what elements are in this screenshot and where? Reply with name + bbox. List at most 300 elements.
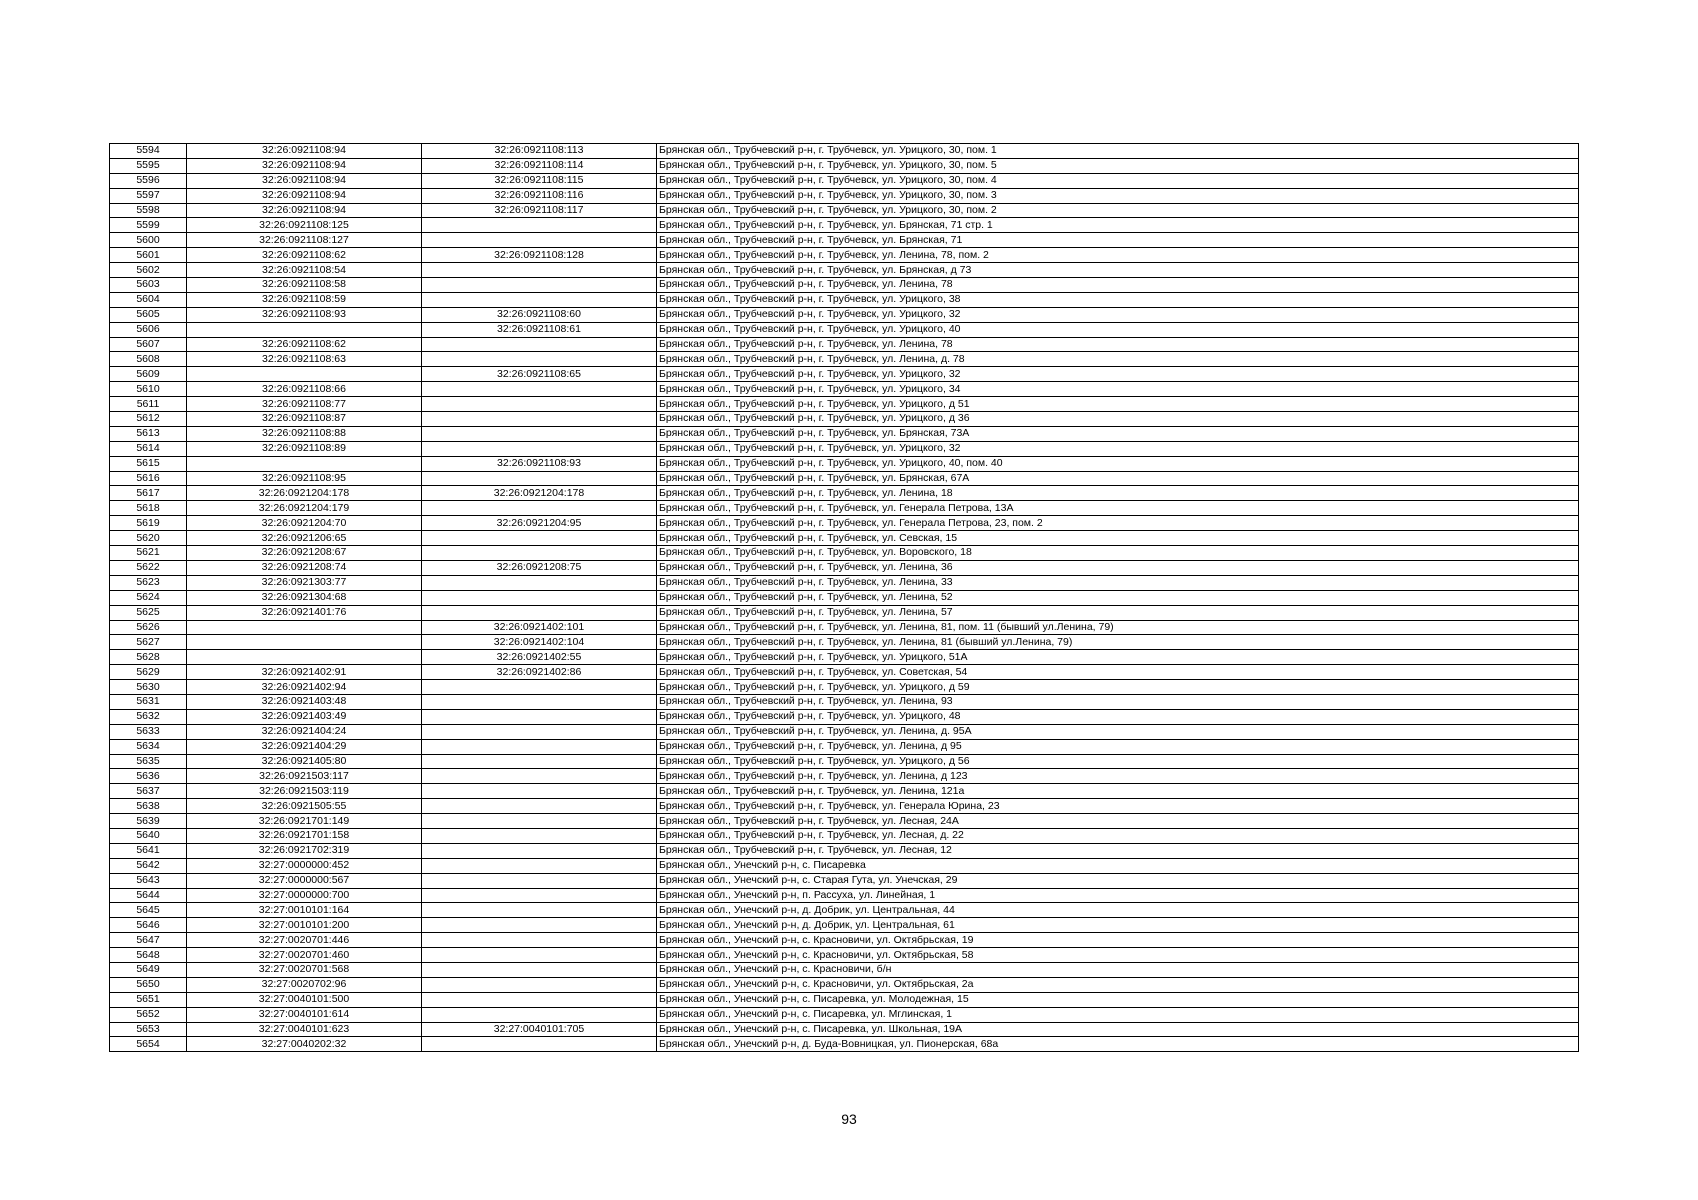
related-cadastral-number-cell: 32:26:0921204:178 <box>422 486 657 501</box>
address-cell: Брянская обл., Трубчевский р-н, г. Трубчевск, ул. Ленина, д 95 <box>657 739 1579 754</box>
row-number-cell: 5619 <box>110 516 187 531</box>
row-number-cell: 5653 <box>110 1022 187 1037</box>
related-cadastral-number-cell <box>422 292 657 307</box>
row-number-cell: 5631 <box>110 694 187 709</box>
address-cell: Брянская обл., Трубчевский р-н, г. Трубчевск, ул. Урицкого, 30, пом. 3 <box>657 188 1579 203</box>
address-cell: Брянская обл., Трубчевский р-н, г. Трубчевск, ул. Урицкого, 32 <box>657 367 1579 382</box>
cadastral-number-cell: 32:26:0921403:48 <box>187 694 422 709</box>
row-number-cell: 5612 <box>110 412 187 427</box>
related-cadastral-number-cell <box>422 412 657 427</box>
cadastral-number-cell: 32:26:0921303:77 <box>187 575 422 590</box>
table-row <box>110 546 1579 561</box>
table-row <box>110 322 1579 337</box>
cadastral-number-cell: 32:26:0921108:54 <box>187 263 422 278</box>
related-cadastral-number-cell <box>422 739 657 754</box>
address-cell: Брянская обл., Трубчевский р-н, г. Трубчевск, ул. Ленина, 121а <box>657 784 1579 799</box>
cadastral-number-cell: 32:26:0921108:125 <box>187 218 422 233</box>
cadastral-number-cell: 32:26:0921108:93 <box>187 307 422 322</box>
address-cell: Брянская обл., Трубчевский р-н, г. Трубчевск, ул. Урицкого, 38 <box>657 292 1579 307</box>
related-cadastral-number-cell: 32:27:0040101:705 <box>422 1022 657 1037</box>
row-number-cell: 5640 <box>110 828 187 843</box>
address-cell: Брянская обл., Унечский р-н, д. Добрик, ул. Центральная, 44 <box>657 903 1579 918</box>
row-number-cell: 5630 <box>110 680 187 695</box>
address-cell: Брянская обл., Трубчевский р-н, г. Трубчевск, ул. Ленина, 33 <box>657 575 1579 590</box>
cadastral-number-cell: 32:26:0921503:117 <box>187 769 422 784</box>
row-number-cell: 5621 <box>110 546 187 561</box>
row-number-cell: 5645 <box>110 903 187 918</box>
row-number-cell: 5654 <box>110 1037 187 1052</box>
address-cell: Брянская обл., Унечский р-н, с. Писаревка, ул. Молодежная, 15 <box>657 992 1579 1007</box>
cadastral-number-cell: 32:26:0921108:58 <box>187 278 422 293</box>
address-cell: Брянская обл., Трубчевский р-н, г. Трубчевск, ул. Лесная, д. 22 <box>657 828 1579 843</box>
table-row <box>110 918 1579 933</box>
table-row <box>110 680 1579 695</box>
table-row <box>110 501 1579 516</box>
address-cell: Брянская обл., Трубчевский р-н, г. Трубчевск, ул. Генерала Юрина, 23 <box>657 799 1579 814</box>
related-cadastral-number-cell <box>422 769 657 784</box>
table-row <box>110 441 1579 456</box>
address-cell: Брянская обл., Трубчевский р-н, г. Трубчевск, ул. Брянская, 71 <box>657 233 1579 248</box>
row-number-cell: 5623 <box>110 575 187 590</box>
row-number-cell: 5603 <box>110 278 187 293</box>
related-cadastral-number-cell: 32:26:0921108:93 <box>422 456 657 471</box>
cadastral-number-cell: 32:26:0921702:319 <box>187 843 422 858</box>
row-number-cell: 5600 <box>110 233 187 248</box>
table-row <box>110 560 1579 575</box>
row-number-cell: 5617 <box>110 486 187 501</box>
row-number-cell: 5604 <box>110 292 187 307</box>
cadastral-number-cell: 32:26:0921108:94 <box>187 158 422 173</box>
registry-table <box>109 143 1579 1052</box>
address-cell: Брянская обл., Унечский р-н, с. Писаревка <box>657 858 1579 873</box>
cadastral-number-cell <box>187 456 422 471</box>
table-row <box>110 367 1579 382</box>
cadastral-number-cell: 32:26:0921108:89 <box>187 441 422 456</box>
row-number-cell: 5598 <box>110 203 187 218</box>
table-row <box>110 814 1579 829</box>
row-number-cell: 5625 <box>110 605 187 620</box>
related-cadastral-number-cell <box>422 709 657 724</box>
related-cadastral-number-cell: 32:26:0921208:75 <box>422 560 657 575</box>
table-row <box>110 173 1579 188</box>
related-cadastral-number-cell <box>422 1037 657 1052</box>
row-number-cell: 5636 <box>110 769 187 784</box>
table-row <box>110 516 1579 531</box>
row-number-cell: 5608 <box>110 352 187 367</box>
cadastral-number-cell <box>187 367 422 382</box>
address-cell: Брянская обл., Трубчевский р-н, г. Трубчевск, ул. Советская, 54 <box>657 665 1579 680</box>
table-row <box>110 278 1579 293</box>
cadastral-number-cell: 32:27:0040101:623 <box>187 1022 422 1037</box>
related-cadastral-number-cell <box>422 799 657 814</box>
row-number-cell: 5605 <box>110 307 187 322</box>
address-cell: Брянская обл., Трубчевский р-н, г. Трубчевск, ул. Брянская, 71 стр. 1 <box>657 218 1579 233</box>
related-cadastral-number-cell <box>422 962 657 977</box>
table-row <box>110 248 1579 263</box>
address-cell: Брянская обл., Трубчевский р-н, г. Трубчевск, ул. Севская, 15 <box>657 531 1579 546</box>
table-row <box>110 903 1579 918</box>
table-row <box>110 144 1579 159</box>
cadastral-number-cell <box>187 635 422 650</box>
row-number-cell: 5613 <box>110 426 187 441</box>
cadastral-number-cell: 32:27:0020701:568 <box>187 962 422 977</box>
address-cell: Брянская обл., Трубчевский р-н, г. Трубчевск, ул. Урицкого, 34 <box>657 382 1579 397</box>
address-cell: Брянская обл., Трубчевский р-н, г. Трубчевск, ул. Урицкого, 30, пом. 1 <box>657 144 1579 159</box>
row-number-cell: 5629 <box>110 665 187 680</box>
table-body <box>110 144 1579 1052</box>
row-number-cell: 5597 <box>110 188 187 203</box>
related-cadastral-number-cell <box>422 590 657 605</box>
address-cell: Брянская обл., Трубчевский р-н, г. Трубчевск, ул. Ленина, 81, пом. 11 (бывший ул.Ленина, 79) <box>657 620 1579 635</box>
address-cell: Брянская обл., Унечский р-н, с. Писаревка, ул. Мглинская, 1 <box>657 1007 1579 1022</box>
cadastral-number-cell: 32:26:0921108:94 <box>187 203 422 218</box>
related-cadastral-number-cell <box>422 888 657 903</box>
row-number-cell: 5638 <box>110 799 187 814</box>
address-cell: Брянская обл., Трубчевский р-н, г. Трубчевск, ул. Генерала Петрова, 13А <box>657 501 1579 516</box>
cadastral-number-cell: 32:26:0921108:95 <box>187 471 422 486</box>
row-number-cell: 5634 <box>110 739 187 754</box>
row-number-cell: 5641 <box>110 843 187 858</box>
table-row <box>110 575 1579 590</box>
table-row <box>110 739 1579 754</box>
cadastral-number-cell <box>187 322 422 337</box>
cadastral-number-cell: 32:27:0040202:32 <box>187 1037 422 1052</box>
related-cadastral-number-cell <box>422 352 657 367</box>
row-number-cell: 5644 <box>110 888 187 903</box>
related-cadastral-number-cell <box>422 278 657 293</box>
cadastral-number-cell: 32:27:0020701:460 <box>187 948 422 963</box>
related-cadastral-number-cell <box>422 337 657 352</box>
related-cadastral-number-cell <box>422 426 657 441</box>
related-cadastral-number-cell <box>422 933 657 948</box>
related-cadastral-number-cell: 32:26:0921108:117 <box>422 203 657 218</box>
table-row <box>110 858 1579 873</box>
address-cell: Брянская обл., Трубчевский р-н, г. Трубчевск, ул. Ленина, 93 <box>657 694 1579 709</box>
row-number-cell: 5615 <box>110 456 187 471</box>
address-cell: Брянская обл., Трубчевский р-н, г. Трубчевск, ул. Ленина, д 123 <box>657 769 1579 784</box>
table-row <box>110 709 1579 724</box>
cadastral-number-cell: 32:26:0921108:63 <box>187 352 422 367</box>
cadastral-number-cell: 32:26:0921108:94 <box>187 188 422 203</box>
table-row <box>110 412 1579 427</box>
table-row <box>110 635 1579 650</box>
related-cadastral-number-cell <box>422 694 657 709</box>
row-number-cell: 5595 <box>110 158 187 173</box>
row-number-cell: 5610 <box>110 382 187 397</box>
related-cadastral-number-cell <box>422 754 657 769</box>
cadastral-number-cell: 32:26:0921401:76 <box>187 605 422 620</box>
related-cadastral-number-cell <box>422 948 657 963</box>
row-number-cell: 5618 <box>110 501 187 516</box>
table-row <box>110 754 1579 769</box>
table-row <box>110 426 1579 441</box>
related-cadastral-number-cell <box>422 858 657 873</box>
cadastral-number-cell: 32:26:0921404:29 <box>187 739 422 754</box>
row-number-cell: 5607 <box>110 337 187 352</box>
related-cadastral-number-cell <box>422 263 657 278</box>
table-row <box>110 292 1579 307</box>
address-cell: Брянская обл., Трубчевский р-н, г. Трубчевск, ул. Ленина, д. 95А <box>657 724 1579 739</box>
table-row <box>110 1007 1579 1022</box>
cadastral-number-cell: 32:26:0921108:94 <box>187 173 422 188</box>
row-number-cell: 5611 <box>110 397 187 412</box>
related-cadastral-number-cell <box>422 680 657 695</box>
table-row <box>110 605 1579 620</box>
table-row <box>110 784 1579 799</box>
cadastral-number-cell: 32:26:0921403:49 <box>187 709 422 724</box>
related-cadastral-number-cell <box>422 501 657 516</box>
cadastral-number-cell: 32:26:0921402:91 <box>187 665 422 680</box>
related-cadastral-number-cell: 32:26:0921402:104 <box>422 635 657 650</box>
cadastral-number-cell: 32:26:0921402:94 <box>187 680 422 695</box>
address-cell: Брянская обл., Трубчевский р-н, г. Трубчевск, ул. Урицкого, 40 <box>657 322 1579 337</box>
table-row <box>110 977 1579 992</box>
related-cadastral-number-cell: 32:26:0921402:101 <box>422 620 657 635</box>
table-row <box>110 486 1579 501</box>
row-number-cell: 5633 <box>110 724 187 739</box>
table-row <box>110 233 1579 248</box>
address-cell: Брянская обл., Унечский р-н, д. Буда-Вовницкая, ул. Пионерская, 68а <box>657 1037 1579 1052</box>
related-cadastral-number-cell <box>422 724 657 739</box>
related-cadastral-number-cell: 32:26:0921108:65 <box>422 367 657 382</box>
related-cadastral-number-cell <box>422 441 657 456</box>
cadastral-number-cell: 32:26:0921405:80 <box>187 754 422 769</box>
related-cadastral-number-cell: 32:26:0921108:116 <box>422 188 657 203</box>
address-cell: Брянская обл., Унечский р-н, с. Красновичи, б/н <box>657 962 1579 977</box>
address-cell: Брянская обл., Унечский р-н, с. Красновичи, ул. Октябрьская, 58 <box>657 948 1579 963</box>
related-cadastral-number-cell <box>422 531 657 546</box>
row-number-cell: 5642 <box>110 858 187 873</box>
cadastral-number-cell <box>187 620 422 635</box>
table-row <box>110 188 1579 203</box>
table-row <box>110 352 1579 367</box>
page-number: 93 <box>841 1111 857 1127</box>
related-cadastral-number-cell <box>422 784 657 799</box>
related-cadastral-number-cell: 32:26:0921108:61 <box>422 322 657 337</box>
address-cell: Брянская обл., Трубчевский р-н, г. Трубчевск, ул. Ленина, 36 <box>657 560 1579 575</box>
row-number-cell: 5632 <box>110 709 187 724</box>
row-number-cell: 5643 <box>110 873 187 888</box>
cadastral-number-cell: 32:27:0000000:452 <box>187 858 422 873</box>
address-cell: Брянская обл., Унечский р-н, п. Рассуха, ул. Линейная, 1 <box>657 888 1579 903</box>
table-row <box>110 769 1579 784</box>
table-row <box>110 471 1579 486</box>
row-number-cell: 5650 <box>110 977 187 992</box>
table-row <box>110 337 1579 352</box>
table-row <box>110 799 1579 814</box>
address-cell: Брянская обл., Трубчевский р-н, г. Трубчевск, ул. Воровского, 18 <box>657 546 1579 561</box>
cadastral-number-cell: 32:26:0921108:77 <box>187 397 422 412</box>
address-cell: Брянская обл., Унечский р-н, с. Старая Гута, ул. Унечская, 29 <box>657 873 1579 888</box>
related-cadastral-number-cell: 32:26:0921402:86 <box>422 665 657 680</box>
cadastral-number-cell: 32:27:0040101:614 <box>187 1007 422 1022</box>
address-cell: Брянская обл., Трубчевский р-н, г. Трубчевск, ул. Урицкого, 51А <box>657 650 1579 665</box>
cadastral-number-cell <box>187 650 422 665</box>
table-row <box>110 203 1579 218</box>
row-number-cell: 5637 <box>110 784 187 799</box>
row-number-cell: 5649 <box>110 962 187 977</box>
address-cell: Брянская обл., Трубчевский р-н, г. Трубчевск, ул. Ленина, 78 <box>657 337 1579 352</box>
row-number-cell: 5614 <box>110 441 187 456</box>
table-row <box>110 992 1579 1007</box>
related-cadastral-number-cell: 32:26:0921402:55 <box>422 650 657 665</box>
table-row <box>110 873 1579 888</box>
address-cell: Брянская обл., Трубчевский р-н, г. Трубчевск, ул. Лесная, 24А <box>657 814 1579 829</box>
related-cadastral-number-cell <box>422 575 657 590</box>
table-row <box>110 531 1579 546</box>
cadastral-number-cell: 32:26:0921208:74 <box>187 560 422 575</box>
address-cell: Брянская обл., Трубчевский р-н, г. Трубчевск, ул. Урицкого, д 51 <box>657 397 1579 412</box>
row-number-cell: 5624 <box>110 590 187 605</box>
related-cadastral-number-cell <box>422 903 657 918</box>
table-row <box>110 665 1579 680</box>
address-cell: Брянская обл., Трубчевский р-н, г. Трубчевск, ул. Брянская, д 73 <box>657 263 1579 278</box>
cadastral-number-cell: 32:26:0921204:179 <box>187 501 422 516</box>
related-cadastral-number-cell <box>422 814 657 829</box>
cadastral-number-cell: 32:26:0921108:94 <box>187 144 422 159</box>
table-row <box>110 724 1579 739</box>
related-cadastral-number-cell: 32:26:0921108:128 <box>422 248 657 263</box>
table-row <box>110 620 1579 635</box>
related-cadastral-number-cell <box>422 977 657 992</box>
table-row <box>110 590 1579 605</box>
related-cadastral-number-cell <box>422 1007 657 1022</box>
cadastral-number-cell: 32:26:0921108:87 <box>187 412 422 427</box>
table-row <box>110 1022 1579 1037</box>
related-cadastral-number-cell <box>422 918 657 933</box>
table-row <box>110 843 1579 858</box>
row-number-cell: 5627 <box>110 635 187 650</box>
table-row <box>110 888 1579 903</box>
related-cadastral-number-cell <box>422 992 657 1007</box>
address-cell: Брянская обл., Трубчевский р-н, г. Трубчевск, ул. Лесная, 12 <box>657 843 1579 858</box>
row-number-cell: 5601 <box>110 248 187 263</box>
address-cell: Брянская обл., Трубчевский р-н, г. Трубчевск, ул. Ленина, д. 78 <box>657 352 1579 367</box>
related-cadastral-number-cell <box>422 873 657 888</box>
address-cell: Брянская обл., Трубчевский р-н, г. Трубчевск, ул. Урицкого, 30, пом. 4 <box>657 173 1579 188</box>
related-cadastral-number-cell <box>422 828 657 843</box>
address-cell: Брянская обл., Трубчевский р-н, г. Трубчевск, ул. Урицкого, д 59 <box>657 680 1579 695</box>
cadastral-number-cell: 32:26:0921108:127 <box>187 233 422 248</box>
cadastral-number-cell: 32:26:0921701:149 <box>187 814 422 829</box>
table-row <box>110 307 1579 322</box>
row-number-cell: 5647 <box>110 933 187 948</box>
address-cell: Брянская обл., Трубчевский р-н, г. Трубчевск, ул. Ленина, 52 <box>657 590 1579 605</box>
related-cadastral-number-cell <box>422 843 657 858</box>
cadastral-number-cell: 32:27:0000000:700 <box>187 888 422 903</box>
table-row <box>110 382 1579 397</box>
address-cell: Брянская обл., Трубчевский р-н, г. Трубчевск, ул. Ленина, 57 <box>657 605 1579 620</box>
row-number-cell: 5602 <box>110 263 187 278</box>
cadastral-number-cell: 32:26:0921204:70 <box>187 516 422 531</box>
cadastral-number-cell: 32:26:0921503:119 <box>187 784 422 799</box>
address-cell: Брянская обл., Унечский р-н, с. Писаревка, ул. Школьная, 19А <box>657 1022 1579 1037</box>
table-row <box>110 694 1579 709</box>
cadastral-number-cell: 32:26:0921701:158 <box>187 828 422 843</box>
address-cell: Брянская обл., Трубчевский р-н, г. Трубчевск, ул. Урицкого, 40, пом. 40 <box>657 456 1579 471</box>
address-cell: Брянская обл., Трубчевский р-н, г. Трубчевск, ул. Урицкого, 32 <box>657 441 1579 456</box>
row-number-cell: 5648 <box>110 948 187 963</box>
cadastral-number-cell: 32:27:0040101:500 <box>187 992 422 1007</box>
table-row <box>110 263 1579 278</box>
address-cell: Брянская обл., Унечский р-н, д. Добрик, ул. Центральная, 61 <box>657 918 1579 933</box>
row-number-cell: 5628 <box>110 650 187 665</box>
address-cell: Брянская обл., Трубчевский р-н, г. Трубчевск, ул. Генерала Петрова, 23, пом. 2 <box>657 516 1579 531</box>
related-cadastral-number-cell <box>422 546 657 561</box>
row-number-cell: 5616 <box>110 471 187 486</box>
cadastral-number-cell: 32:26:0921206:65 <box>187 531 422 546</box>
table-row <box>110 650 1579 665</box>
cadastral-number-cell: 32:26:0921208:67 <box>187 546 422 561</box>
related-cadastral-number-cell: 32:26:0921108:114 <box>422 158 657 173</box>
table-row <box>110 158 1579 173</box>
table-row <box>110 933 1579 948</box>
cadastral-number-cell: 32:26:0921204:178 <box>187 486 422 501</box>
table-row <box>110 948 1579 963</box>
cadastral-number-cell: 32:26:0921108:88 <box>187 426 422 441</box>
address-cell: Брянская обл., Трубчевский р-н, г. Трубчевск, ул. Ленина, 78, пом. 2 <box>657 248 1579 263</box>
cadastral-number-cell: 32:27:0010101:200 <box>187 918 422 933</box>
row-number-cell: 5651 <box>110 992 187 1007</box>
row-number-cell: 5652 <box>110 1007 187 1022</box>
related-cadastral-number-cell <box>422 382 657 397</box>
cadastral-number-cell: 32:27:0000000:567 <box>187 873 422 888</box>
row-number-cell: 5606 <box>110 322 187 337</box>
address-cell: Брянская обл., Трубчевский р-н, г. Трубчевск, ул. Урицкого, 30, пом. 2 <box>657 203 1579 218</box>
row-number-cell: 5596 <box>110 173 187 188</box>
related-cadastral-number-cell <box>422 218 657 233</box>
cadastral-number-cell: 32:26:0921108:59 <box>187 292 422 307</box>
row-number-cell: 5609 <box>110 367 187 382</box>
row-number-cell: 5635 <box>110 754 187 769</box>
related-cadastral-number-cell: 32:26:0921108:60 <box>422 307 657 322</box>
address-cell: Брянская обл., Трубчевский р-н, г. Трубчевск, ул. Урицкого, 30, пом. 5 <box>657 158 1579 173</box>
cadastral-number-cell: 32:26:0921108:66 <box>187 382 422 397</box>
table-row <box>110 962 1579 977</box>
address-cell: Брянская обл., Трубчевский р-н, г. Трубчевск, ул. Ленина, 18 <box>657 486 1579 501</box>
address-cell: Брянская обл., Трубчевский р-н, г. Трубчевск, ул. Урицкого, д 56 <box>657 754 1579 769</box>
address-cell: Брянская обл., Трубчевский р-н, г. Трубчевск, ул. Урицкого, д 36 <box>657 412 1579 427</box>
cadastral-number-cell: 32:26:0921108:62 <box>187 248 422 263</box>
row-number-cell: 5620 <box>110 531 187 546</box>
row-number-cell: 5622 <box>110 560 187 575</box>
row-number-cell: 5639 <box>110 814 187 829</box>
cadastral-number-cell: 32:27:0020701:446 <box>187 933 422 948</box>
cadastral-number-cell: 32:26:0921505:55 <box>187 799 422 814</box>
address-cell: Брянская обл., Трубчевский р-н, г. Трубчевск, ул. Ленина, 81 (бывший ул.Ленина, 79) <box>657 635 1579 650</box>
cadastral-number-cell: 32:26:0921404:24 <box>187 724 422 739</box>
cadastral-number-cell: 32:27:0020702:96 <box>187 977 422 992</box>
address-cell: Брянская обл., Трубчевский р-н, г. Трубчевск, ул. Брянская, 67А <box>657 471 1579 486</box>
address-cell: Брянская обл., Унечский р-н, с. Красновичи, ул. Октябрьская, 19 <box>657 933 1579 948</box>
address-cell: Брянская обл., Трубчевский р-н, г. Трубчевск, ул. Брянская, 73А <box>657 426 1579 441</box>
table-row <box>110 828 1579 843</box>
row-number-cell: 5646 <box>110 918 187 933</box>
related-cadastral-number-cell <box>422 397 657 412</box>
related-cadastral-number-cell <box>422 605 657 620</box>
table-row <box>110 397 1579 412</box>
related-cadastral-number-cell: 32:26:0921108:115 <box>422 173 657 188</box>
related-cadastral-number-cell: 32:26:0921108:113 <box>422 144 657 159</box>
table-row <box>110 218 1579 233</box>
table-row <box>110 456 1579 471</box>
address-cell: Брянская обл., Трубчевский р-н, г. Трубчевск, ул. Ленина, 78 <box>657 278 1579 293</box>
row-number-cell: 5599 <box>110 218 187 233</box>
row-number-cell: 5626 <box>110 620 187 635</box>
address-cell: Брянская обл., Трубчевский р-н, г. Трубчевск, ул. Урицкого, 48 <box>657 709 1579 724</box>
related-cadastral-number-cell <box>422 233 657 248</box>
related-cadastral-number-cell: 32:26:0921204:95 <box>422 516 657 531</box>
